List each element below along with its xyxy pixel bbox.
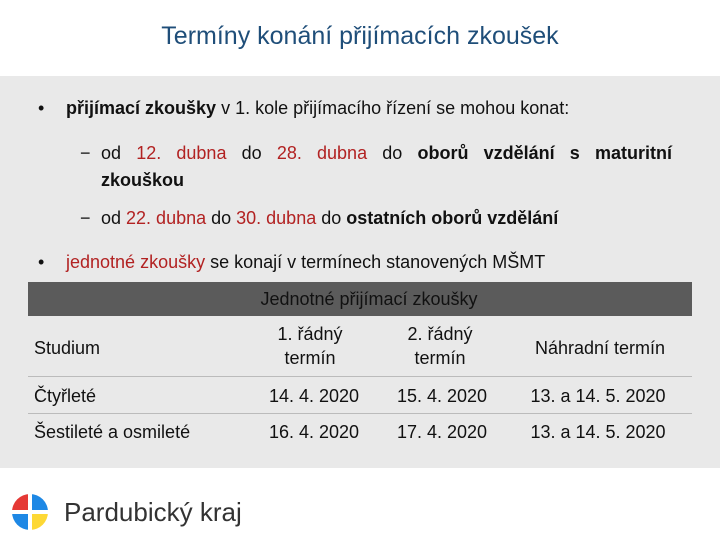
cell-study: Čtyřleté bbox=[34, 386, 97, 406]
subitem-bold-text: ostatních oborů vzdělání bbox=[346, 208, 559, 228]
subitem-text: od bbox=[101, 208, 127, 228]
cell-term1: 14. 4. 2020 bbox=[268, 386, 360, 406]
bullet-entrance-exams bbox=[38, 98, 569, 119]
col-header-term1: 1. řádný termín bbox=[277, 324, 343, 368]
bullet-unified-exams bbox=[38, 252, 545, 273]
bullet-marker: • bbox=[38, 98, 45, 118]
subitem-other-dates bbox=[80, 208, 558, 229]
cell-alt-term: 13. a 14. 5. 2020 bbox=[530, 386, 666, 406]
bullet-red-text: jednotné zkoušky bbox=[66, 252, 206, 272]
bullet-text: se konají v termínech stanovených MŠMT bbox=[205, 252, 546, 272]
cell-term2: 15. 4. 2020 bbox=[396, 386, 488, 406]
cell-alt-term: 13. a 14. 5. 2020 bbox=[530, 422, 666, 442]
cell-term2: 17. 4. 2020 bbox=[396, 422, 488, 442]
subitem-maturita-dates bbox=[80, 143, 672, 164]
col-header-term2: 2. řádný termín bbox=[407, 324, 473, 368]
subitem-text: do bbox=[206, 208, 237, 228]
subitem-bold-text: oborů vzdělání s maturitní bbox=[417, 143, 672, 163]
cell-term1: 16. 4. 2020 bbox=[268, 422, 360, 442]
subitem-maturita-line2 bbox=[101, 170, 184, 191]
table-divider bbox=[28, 413, 692, 414]
date-to: 30. dubna bbox=[236, 208, 317, 228]
subitem-text: do bbox=[226, 143, 277, 163]
logo-text: Pardubický kraj bbox=[64, 497, 242, 527]
page-title: Termíny konání přijímacích zkoušek bbox=[161, 22, 559, 50]
subitem-text: od bbox=[101, 143, 137, 163]
bullet-marker: • bbox=[38, 252, 45, 272]
subitem-text: do bbox=[367, 143, 418, 163]
dash-marker: − bbox=[80, 143, 91, 163]
subitem-bold-text: zkouškou bbox=[101, 170, 185, 190]
dash-marker: − bbox=[80, 208, 91, 228]
table-group-header: Jednotné přijímací zkoušky bbox=[260, 289, 478, 309]
subitem-text: do bbox=[316, 208, 347, 228]
table-divider bbox=[28, 376, 692, 377]
pardubicky-kraj-logo-icon bbox=[10, 492, 50, 532]
bullet-bold-text: přijímací zkoušky bbox=[66, 98, 217, 118]
date-from: 22. dubna bbox=[126, 208, 207, 228]
bullet-text: v 1. kole přijímacího řízení se mohou konat: bbox=[216, 98, 570, 118]
date-to: 28. dubna bbox=[276, 143, 368, 163]
date-from: 12. dubna bbox=[136, 143, 227, 163]
col-header-alt-term: Náhradní termín bbox=[534, 338, 666, 358]
cell-study: Šestileté a osmileté bbox=[34, 422, 191, 442]
col-header-study: Studium bbox=[34, 338, 101, 358]
